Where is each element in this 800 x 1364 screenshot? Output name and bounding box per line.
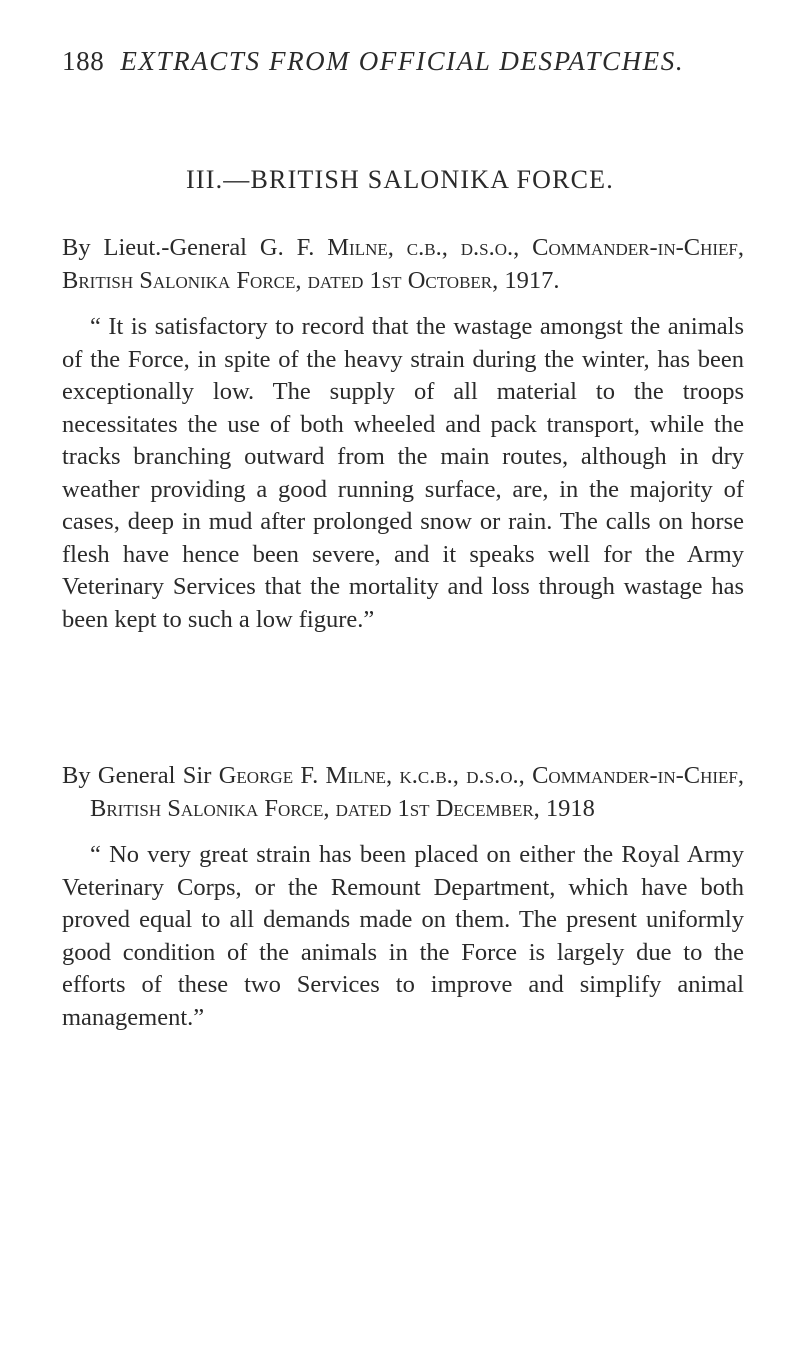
- byline-prefix: By Lieut.-General G. F.: [62, 234, 328, 261]
- despatch-1-byline: [62, 232, 744, 297]
- despatch-2-byline: [62, 760, 744, 825]
- page-header: [62, 46, 742, 77]
- despatch-1-quote: “ It is satisfactory to record that the wastage amongst the animals of the Force, in spite of the heavy strain during the winter, has been exceptionally low. The supply of all material to the troops necessitates the use of both wheeled and pack transport, while the tracks branching outward from the main routes, although in dry weather providing a good running surface, are, in the majority of cases, deep in mud after prolonged snow or rain. The calls on horse flesh have hence been severe, and it speaks well for the Army Veterinary Services that the mortality and loss through wastage has been kept to such a low figure.”: [62, 313, 744, 633]
- byline-name: George F. Milne: [218, 762, 387, 789]
- page-number: 188: [62, 46, 105, 76]
- byline-prefix: By General Sir: [62, 762, 219, 789]
- running-title: EXTRACTS FROM OFFICIAL DESPATCHES.: [120, 46, 685, 76]
- byline-name: Milne: [327, 234, 388, 261]
- byline-suffix: , k.c.b., d.s.o., Commander-in-Chief, British Salonika Force, dated 1st December, 1918: [90, 762, 744, 822]
- despatch-2-quote: “ No very great strain has been placed on either the Royal Army Veterinary Corps, or the Remount Department, which have both proved equal to all demands made on them. The present uniformly good condition of the animals in the Force is largely due to the efforts of these two Services to improve and simplify animal management.”: [62, 841, 744, 1031]
- despatch-2: [62, 760, 744, 1034]
- despatch-1: [62, 232, 744, 636]
- byline-suffix: , c.b., d.s.o., Commander-in-Chief, British Salonika Force, dated 1st October, 1917.: [62, 234, 745, 294]
- section-title: III.—BRITISH SALONIKA FORCE.: [186, 165, 614, 194]
